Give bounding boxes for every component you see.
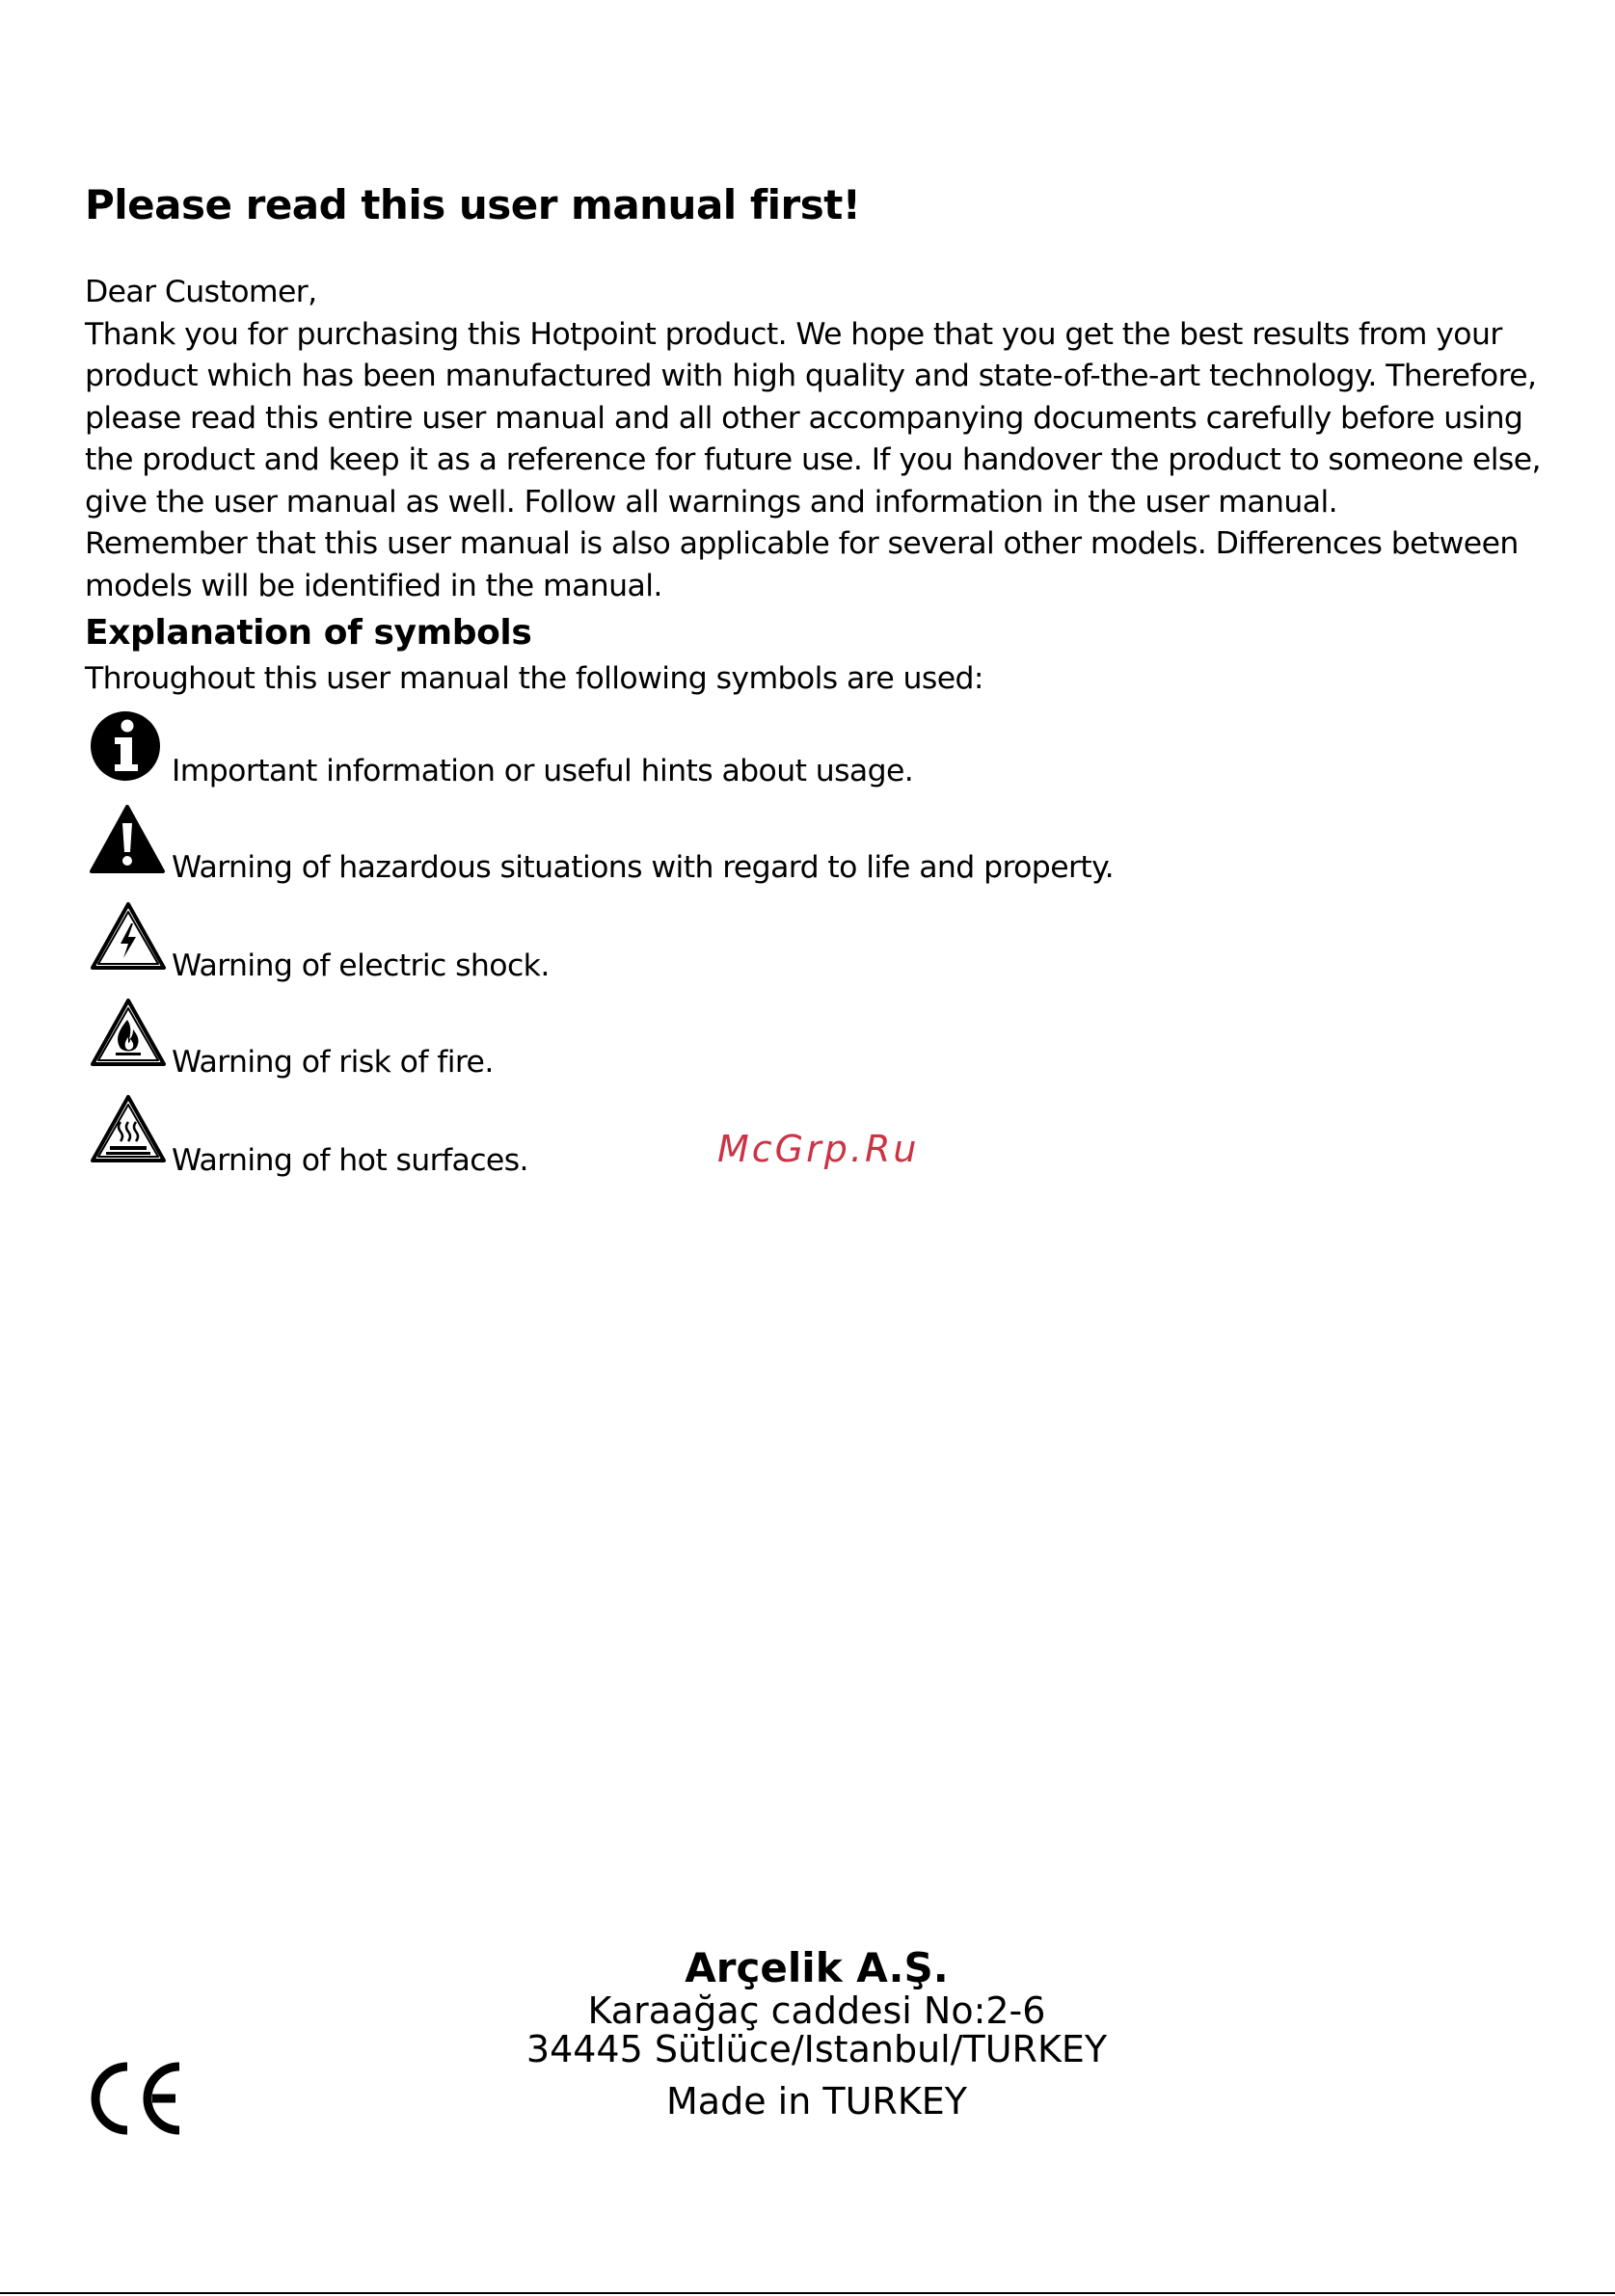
intro-line: models will be identified in the manual. — [85, 568, 662, 603]
symbol-item-hot-surface — [89, 1093, 1246, 1178]
address-city: 34445 Sütlüce/Istanbul/TURKEY — [525, 2028, 1108, 2070]
symbol-label: Warning of hot surfaces. — [172, 1143, 528, 1178]
symbol-item-fire — [89, 997, 1246, 1078]
intro-line: please read this entire user manual and all other accompanying documents carefully before using — [85, 400, 1523, 436]
hazard-warning-icon — [89, 804, 166, 875]
symbol-label: Warning of electric shock. — [172, 948, 550, 983]
symbol-label: Important information or useful hints about usage. — [172, 754, 914, 788]
page-title: Please read this user manual first! — [85, 181, 861, 228]
symbol-label: Warning of risk of fire. — [172, 1045, 494, 1080]
electric-shock-icon — [89, 900, 168, 972]
address-street: Karaağaç caddesi No:2-6 — [587, 1989, 1046, 2032]
intro-line: Thank you for purchasing this Hotpoint product. We hope that you get the best results from your — [85, 316, 1502, 352]
intro-line: Remember that this user manual is also applicable for several other models. Differences between — [85, 526, 1519, 561]
symbol-item-info — [89, 709, 1246, 790]
ce-mark-icon — [85, 2061, 185, 2136]
intro-line: Dear Customer, — [85, 275, 317, 309]
fire-risk-icon — [89, 997, 168, 1068]
made-in: Made in TURKEY — [666, 2080, 967, 2122]
watermark: McGrp.Ru — [717, 1128, 920, 1170]
symbol-label: Warning of hazardous situations with regard to life and property. — [172, 850, 1115, 885]
intro-line: product which has been manufactured with high quality and state-of-the-art technology. Therefore, — [85, 359, 1537, 393]
page-bottom-rule — [0, 2292, 1615, 2294]
company-name: Arçelik A.Ş. — [685, 1944, 949, 1991]
symbol-item-electric — [89, 900, 1246, 981]
symbol-item-hazard — [89, 804, 1246, 885]
intro-text — [85, 272, 1550, 607]
intro-line: the product and keep it as a reference for future use. If you handover the product to someone else, — [85, 442, 1541, 477]
symbols-heading: Explanation of symbols — [85, 613, 532, 653]
info-icon — [89, 709, 162, 783]
manufacturer-address — [421, 1945, 1212, 2122]
symbols-lead: Throughout this user manual the following symbols are used: — [85, 661, 983, 696]
intro-line: give the user manual as well. Follow all warnings and information in the user manual. — [85, 484, 1338, 520]
hot-surface-icon — [89, 1093, 168, 1164]
